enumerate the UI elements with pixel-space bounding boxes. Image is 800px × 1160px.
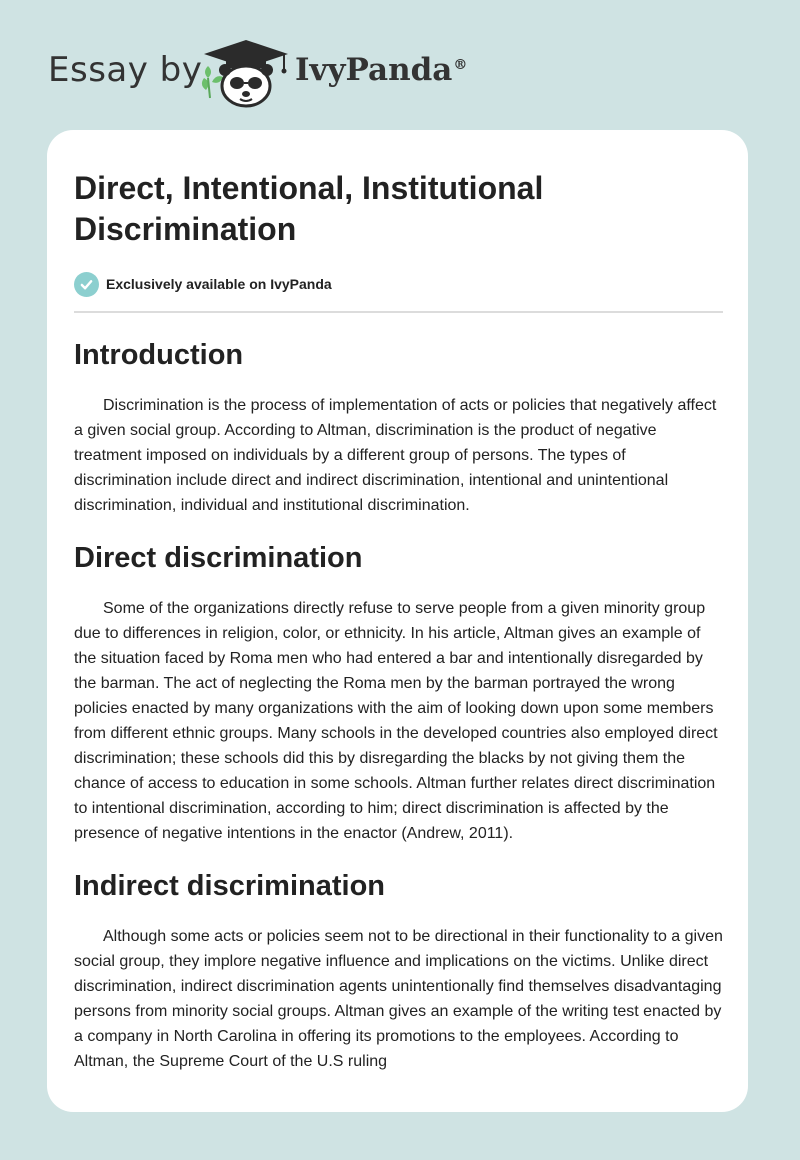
section-paragraph: Some of the organizations directly refuse to serve people from a given minority group due to differences in religion, color, or ethnicity. In his article, Altman gives an example of the situation faced by Roma men who had entered a bar and intentionally disregarded by the barman. The act of neglecting the Roma men by the barman portrayed the wrong policies enacted by many organizations with the aim of looking down upon some members from different ethnic groups. Many schools in the developed countries also employed direct discrimination; these schools did this by disregarding the blacks by not giving them the chance of access to education in some schools. Altman further relates direct discrimination to intentional discrimination, according to him; direct discrimination is affected by the presence of negative intentions in the enactor (Andrew, 2011). [74, 600, 718, 842]
check-icon [74, 272, 99, 297]
essay-title: Direct, Intentional, Institutional Discrimination [74, 170, 544, 247]
section-heading: Introduction [74, 339, 244, 371]
section-heading: Direct discrimination [74, 542, 363, 574]
section-paragraph: Discrimination is the process of implementation of acts or policies that negatively affect a given social group. According to Altman, discrimination is the product of negative treatment imposed on individuals by a different group of persons. The types of discrimination include direct and indirect discrimination, intentional and unintentional discrimination, individual and institutional discrimination. [74, 397, 717, 514]
panda-graduate-icon [200, 38, 292, 108]
exclusive-label: Exclusively available on IvyPanda [106, 276, 332, 292]
essay-card [47, 130, 748, 1112]
site-header [0, 0, 800, 130]
essay-by-label: Essay by [48, 50, 203, 90]
brand-logo-text[interactable]: IvyPanda® [295, 52, 468, 88]
divider [74, 311, 723, 313]
section-direct-discrimination [74, 540, 723, 846]
section-indirect-discrimination [74, 868, 723, 1074]
essay-content [74, 168, 723, 1074]
section-introduction [74, 337, 723, 518]
section-heading: Indirect discrimination [74, 870, 385, 902]
section-paragraph: Although some acts or policies seem not to be directional in their functionality to a given social group, they implore negative influence and implications on the victims. Unlike direct discrimination, indirect discrimination agents unintentionally find themselves disadvantaging persons from minority social groups. Altman gives an example of the writing test enacted by a company in North Carolina in offering its promotions to the employees. According to Altman, the Supreme Court of the U.S ruling [74, 928, 723, 1070]
exclusive-badge [74, 270, 723, 298]
